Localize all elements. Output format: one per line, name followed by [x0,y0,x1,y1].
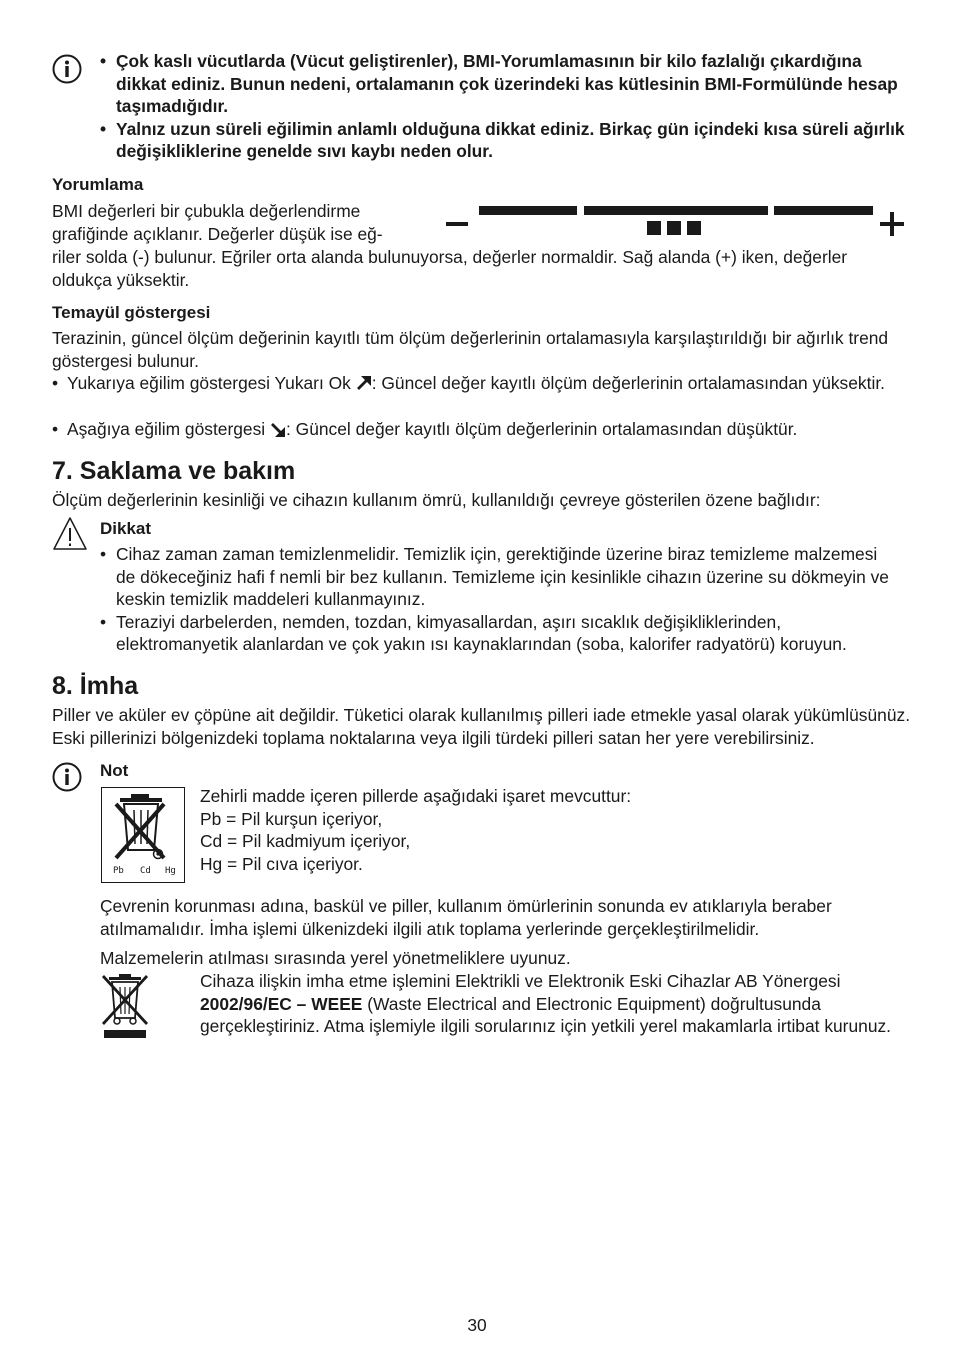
battery-label-pb: Pb [113,866,124,876]
bmi-bar-normal [584,206,768,215]
trend-down-text: Aşağıya eğilim göstergesi [67,419,270,439]
weee-text-before: Cihaza ilişkin imha etme işlemini Elektrikli ve Elektronik Eski Cihazlar AB Yönergesi [200,971,841,991]
trend-up-item: • Yukarıya eğilim göstergesi Yukarı Ok : Güncel değer kayıtlı ölçüm değerlerinin ortalamasından yüksektir. [52,373,885,393]
bmi-plus-sign [880,212,904,236]
up-arrow-icon [356,376,372,391]
bmi-minus-sign [446,222,468,226]
battery-line: Zehirli madde içeren pillerde aşağıdaki işaret mevcuttur: [200,786,632,806]
warning-bullets [100,50,910,163]
bmi-indicator-segment [687,221,701,235]
section-7-title: 7. Saklama ve bakım [52,457,296,485]
section-8-title: 8. İmha [52,672,139,700]
note-title: Not [100,761,129,780]
yorumlama-title: Yorumlama [52,175,144,194]
battery-text [200,785,900,875]
trend-intro: Terazinin, güncel ölçüm değerinin kayıtlı tüm ölçüm değerlerinin ortalamasıyla karşılaştırıldığı bir ağırlık trend göstergesi bulunur. [52,328,889,371]
battery-line: Hg = Pil cıva içeriyor. [200,853,363,874]
caution-bullets [100,543,890,656]
caution-bullet: • Cihaz zaman zaman temizlenmelidir. Temizlik için, gerektiğinde üzerine biraz temizleme malzemesi de dökeceğiniz hafi f nemli bir bez kullanın. Temizleme için kesinlikle cihazın üzerine su dökmeyin ve keskin temizlik maddeleri kullanmayınız. [100,543,890,611]
trend-up-text: Yukarıya eğilim göstergesi Yukarı Ok [67,373,356,393]
weee-directive: 2002/96/EC – WEEE [200,993,363,1014]
yorumlama-line2: grafiğinde açıklanır. Değerler düşük ise eğ- [52,224,383,244]
battery-bin-symbol [101,787,185,883]
trend-down-item: • Aşağıya eğilim göstergesi : Güncel değer kayıtlı ölçüm değerlerinin ortalamasından düşüktür. [52,419,798,439]
caution-title: Dikkat [100,519,152,538]
yorumlama-rest: riler solda (-) bulunur. Eğriler orta alanda bulunuyorsa, değerler normaldir. Sağ alanda (+) iken, değerler oldukça yüksektir. [52,247,848,290]
weee-text [200,970,900,1038]
trend-down-text-after: : Güncel değer kayıtlı ölçüm değerlerinin ortalamasından düşüktür. [286,419,798,439]
page-number: 30 [467,1315,487,1335]
battery-label-cd: Cd [140,866,151,876]
battery-line: Pb = Pil kurşun içeriyor, [200,808,383,829]
trend-up-text-after: : Güncel değer kayıtlı ölçüm değerlerinin ortalamasından yüksektir. [371,373,885,393]
crossed-bin-icon [102,788,183,866]
yorumlama-line1: BMI değerleri bir çubukla değerlendirme [52,201,361,221]
warning-triangle-icon [52,516,88,552]
battery-label-hg: Hg [165,866,176,876]
bmi-indicator-segment [647,221,661,235]
caution-bullet: • Teraziyi darbelerden, nemden, tozdan, kimyasallardan, aşırı sıcaklık değişikliklerinden, elektromanyetik alanlardan ve çok yakın ısı kaynaklarından (soba, kalorifer radyatörü) koruyun. [100,611,890,656]
weee-crossed-bin-icon [100,972,150,1040]
section-7-intro: Ölçüm değerlerinin kesinliği ve cihazın kullanım ömrü, kullanıldığı çevreye gösterilen özene bağlıdır: [52,490,821,510]
warning-bullet: • Yalnız uzun süreli eğilimin anlamlı olduğuna dikkat ediniz. Birkaç gün içindeki kısa süreli ağırlık değişikliklerine genelde sıvı kaybı neden olur. [100,118,910,163]
bmi-indicator-segment [667,221,681,235]
down-arrow-icon [270,422,286,437]
local-rules-text: Malzemelerin atılması sırasında yerel yönetmeliklere uyunuz. [100,948,571,968]
info-icon [52,54,82,84]
info-icon [52,762,82,792]
battery-line: Cd = Pil kadmiyum içeriyor, [200,831,411,852]
bmi-bar-graphic [444,200,914,246]
trend-title: Temayül göstergesi [52,303,211,322]
warning-bullet: • Çok kaslı vücutlarda (Vücut geliştirenler), BMI-Yorumlamasının bir kilo fazlalığı çıkardığına dikkat ediniz. Bunun nedeni, ortalamanın çok üzerindeki kas kütlesinin BMI-Formülünde hesap taşımadığıdır. [100,50,910,118]
section-8-intro: Piller ve aküler ev çöpüne ait değildir. Tüketici olarak kullanılmış pilleri iade etmekle yasal olarak yükümlüsünüz. Eski pillerinizi bölgenizdeki toplama noktalarına veya ilgili türdeki pilleri satan her yere verebilirsiniz. [52,705,911,748]
weee-text-after: (Waste Electrical and Electronic Equipment) doğrultusunda gerçekleştiriniz. Atma işlemiyle ilgili sorularınız için yetkili yerel makamlarla irtibat kurunuz. [200,993,892,1037]
bmi-bar-high [774,206,873,215]
bmi-bar-low [479,206,577,215]
environment-text: Çevrenin korunması adına, baskül ve piller, kullanım ömürlerinin sonunda ev atıklarıyla beraber atılmamalıdır. İmha işlemi ülkenizdeki ilgili atık toplama yerlerinde gerçekleştirilmelidir. [100,896,832,939]
